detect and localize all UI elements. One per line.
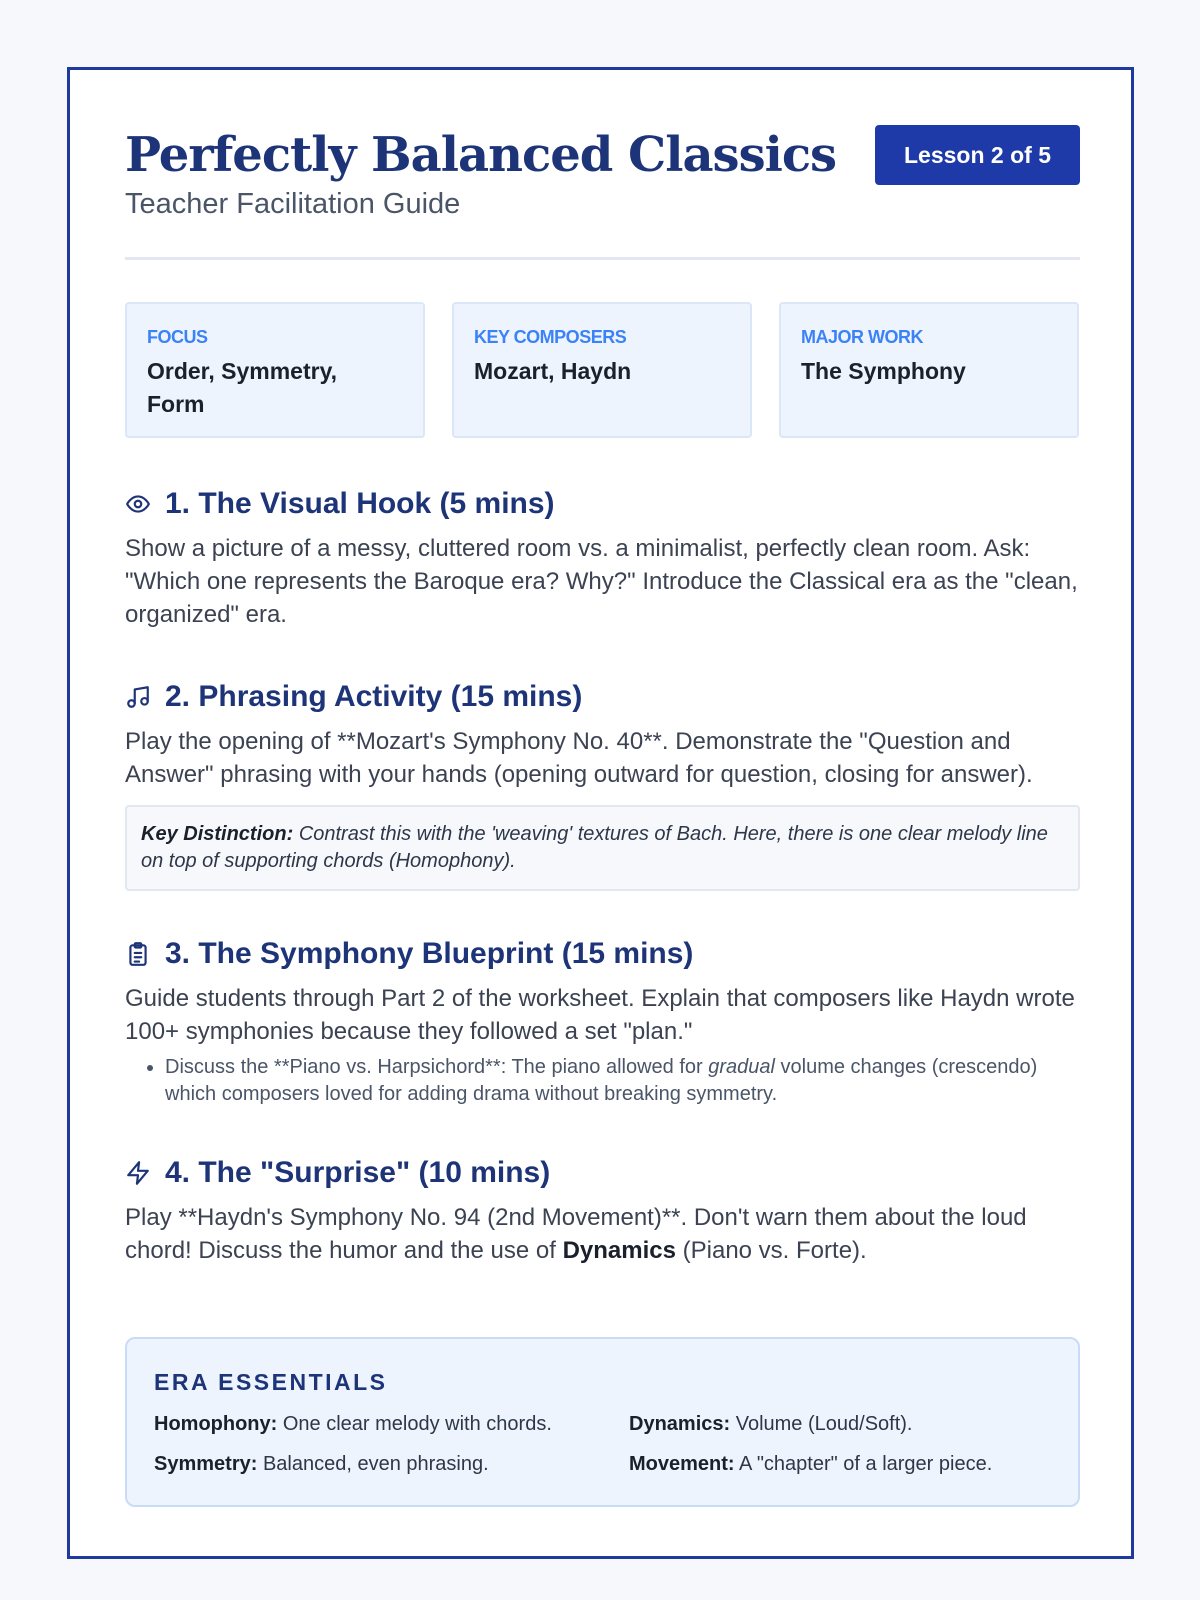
eye-icon (125, 491, 151, 517)
bullet-text-after: volume changes (crescendo) which composers loved for adding drama without breaking symmetry. (165, 1056, 1038, 1105)
section-title: 2. Phrasing Activity (15 mins) (165, 680, 583, 713)
essential-item (154, 1411, 629, 1438)
section-heading (125, 678, 1080, 716)
guide-header (125, 125, 1080, 260)
essential-def: Volume (Loud/Soft). (735, 1413, 913, 1435)
body-bold: Dynamics (562, 1237, 676, 1264)
music-note-icon (125, 684, 151, 710)
section-phrasing-activity (125, 678, 1080, 891)
essential-item (629, 1451, 1049, 1478)
page-subtitle: Teacher Facilitation Guide (125, 188, 461, 220)
bullet-text-before: Discuss the **Piano vs. Harpsichord**: The piano allowed for (165, 1056, 703, 1078)
essential-item (154, 1451, 629, 1478)
bullet-list (125, 1054, 1080, 1108)
section-title: 1. The Visual Hook (5 mins) (165, 487, 555, 520)
section-body (125, 1201, 1080, 1267)
focus-card (125, 302, 425, 438)
section-title: 4. The "Surprise" (10 mins) (165, 1156, 551, 1189)
lesson-guide-page (67, 67, 1134, 1559)
essential-def: One clear melody with chords. (282, 1413, 552, 1435)
lesson-badge: Lesson 2 of 5 (875, 125, 1080, 185)
section-symphony-blueprint (125, 935, 1080, 1108)
section-body: Show a picture of a messy, cluttered room vs. a minimalist, perfectly clean room. Ask: "Which one represents the Baroque era? Why?" Introduce the Classical era as the "clean, organized" era. (125, 535, 1078, 628)
essential-item (629, 1411, 1049, 1438)
card-value: The Symphony (801, 358, 966, 384)
card-label: KEY COMPOSERS (474, 327, 627, 347)
essential-term: Movement: (629, 1453, 735, 1475)
bullet-emphasis: gradual (708, 1056, 775, 1078)
essential-def: Balanced, even phrasing. (262, 1453, 489, 1475)
overview-cards (125, 302, 1080, 438)
lightning-icon (125, 1160, 151, 1186)
essential-def: A "chapter" of a larger piece. (739, 1453, 993, 1475)
body-text-before: Play **Haydn's Symphony No. 94 (2nd Movement)**. Don't warn them about the loud chord! Discuss the humor and the use of (125, 1204, 1027, 1264)
major-work-card (779, 302, 1079, 438)
section-body: Play the opening of **Mozart's Symphony No. 40**. Demonstrate the "Question and Answer" phrasing with your hands (opening outward for question, closing for answer). (125, 728, 1033, 788)
card-value: Order, Symmetry, Form (147, 358, 338, 417)
section-title: 3. The Symphony Blueprint (15 mins) (165, 937, 694, 970)
section-surprise (125, 1154, 1080, 1267)
callout-label: Key Distinction: (141, 823, 294, 845)
key-distinction-callout (125, 805, 1080, 891)
clipboard-icon (125, 941, 151, 967)
callout-text: Contrast this with the 'weaving' textures of Bach. Here, there is one clear melody line on top of supporting chords (Homophony). (141, 823, 1048, 872)
essentials-title: ERA ESSENTIALS (154, 1369, 388, 1395)
essential-term: Dynamics: (629, 1413, 731, 1435)
section-visual-hook (125, 485, 1080, 631)
card-label: FOCUS (147, 327, 208, 347)
section-heading (125, 935, 1080, 973)
page-title: Perfectly Balanced Classics (125, 127, 837, 183)
section-heading (125, 485, 1080, 523)
essential-term: Symmetry: (154, 1453, 258, 1475)
card-label: MAJOR WORK (801, 327, 923, 347)
essentials-grid (154, 1411, 1051, 1478)
card-value: Mozart, Haydn (474, 358, 632, 384)
key-composers-card (452, 302, 752, 438)
body-text-after: (Piano vs. Forte). (682, 1237, 867, 1264)
list-item (165, 1054, 1080, 1108)
era-essentials-box (125, 1337, 1080, 1507)
essential-term: Homophony: (154, 1413, 278, 1435)
section-body: Guide students through Part 2 of the worksheet. Explain that composers like Haydn wrote 100+ symphonies because they followed a set "plan." (125, 985, 1075, 1045)
section-heading (125, 1154, 1080, 1192)
